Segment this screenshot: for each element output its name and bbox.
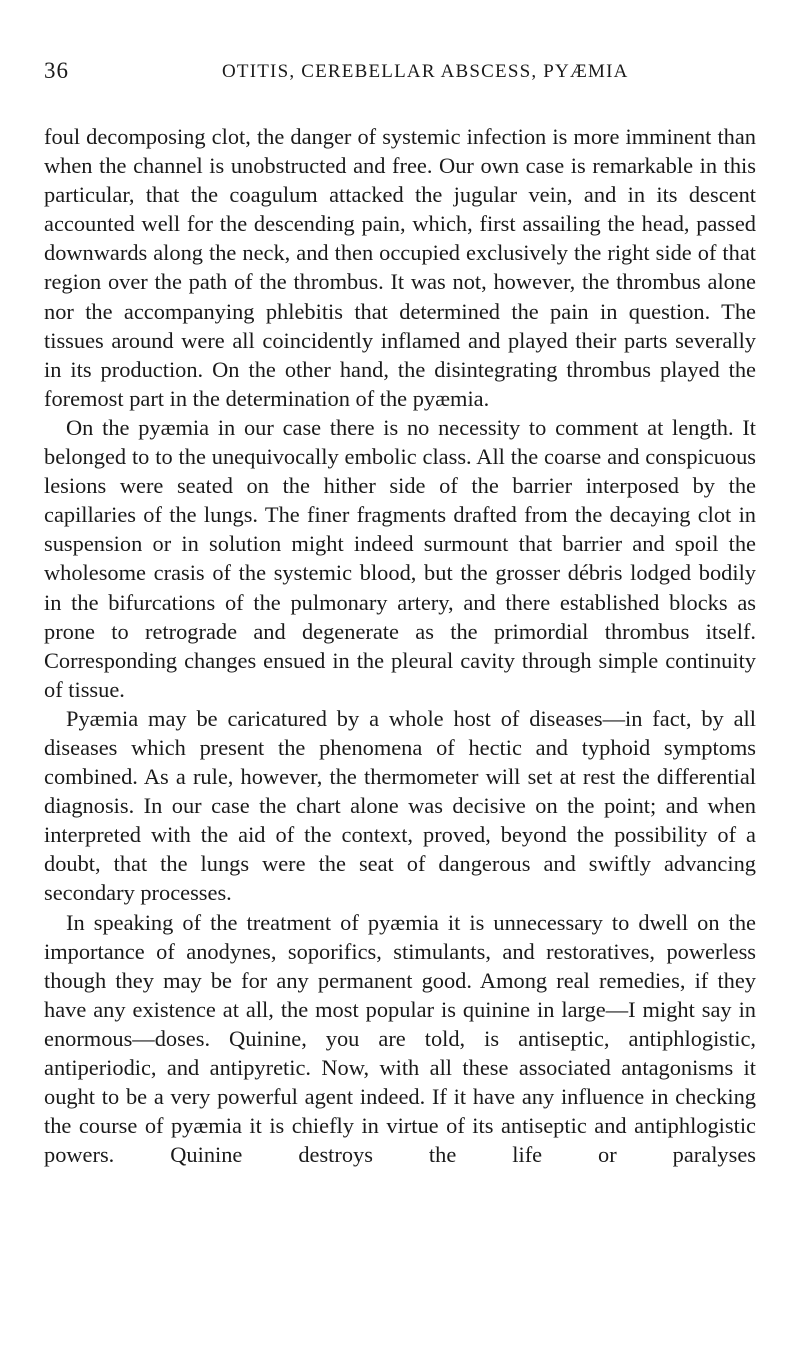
paragraph-3: Pyæmia may be caricatured by a whole host of diseases—in fact, by all diseases which present the phenomena of hectic and typhoid symptoms combined. As a rule, however, the thermometer will set at rest the differential diagnosis. In our case the chart alone was decisive on the point; and when interpreted with the aid of the context, proved, beyond the possibility of a doubt, that the lungs were the seat of dangerous and swiftly advancing secondary processes. — [44, 705, 756, 906]
page-number: 36 — [44, 58, 69, 83]
running-head — [44, 58, 756, 98]
paragraph-2: On the pyæmia in our case there is no necessity to comment at length. It belonged to to the unequivocally embolic class. All the coarse and conspicuous lesions were seated on the hither side of the barrier interposed by the capillaries of the lungs. The finer fragments drafted from the decaying clot in suspension or in solution might indeed surmount that barrier and spoil the wholesome crasis of the systemic blood, but the grosser débris lodged bodily in the bifurcations of the pulmonary artery, and there established blocks as prone to retrograde and degenerate as the primordial thrombus itself. Corresponding changes ensued in the pleural cavity through simple continuity of tissue. — [44, 414, 756, 702]
running-title: OTITIS, CEREBELLAR ABSCESS, PYÆMIA — [222, 61, 629, 82]
book-page — [44, 58, 756, 1169]
paragraph-1: foul decomposing clot, the danger of systemic infection is more imminent than when the channel is unobstructed and free. Our own case is remarkable in this particular, that the coagulum attacked the jugular vein, and in its descent accounted well for the descending pain, which, first assailing the head, passed downwards along the neck, and then occupied exclusively the right side of that region over the path of the thrombus. It was not, however, the thrombus alone nor the accompanying phlebitis that determined the pain in question. The tissues around were all coincidently inflamed and played their parts severally in its production. On the other hand, the disintegrating thrombus played the foremost part in the determination of the pyæmia. — [44, 124, 756, 411]
paragraph-4: In speaking of the treatment of pyæmia it is unnecessary to dwell on the importance of anodynes, soporifics, stimulants, and restoratives, powerless though they may be for any permanent good. Among real remedies, if they have any existence at all, the most popular is quinine in large—I might say in enormous—doses. Quinine, you are told, is antiseptic, antiphlogistic, antiperiodic, and antipyretic. Now, with all these associated antagonisms it ought to be a very powerful agent indeed. If it have any influence in checking the course of pyæmia it is chiefly in virtue of its antiseptic and antiphlogistic powers. Quinine destroys the life or paralyses — [44, 909, 756, 1168]
body-text — [44, 122, 756, 1169]
